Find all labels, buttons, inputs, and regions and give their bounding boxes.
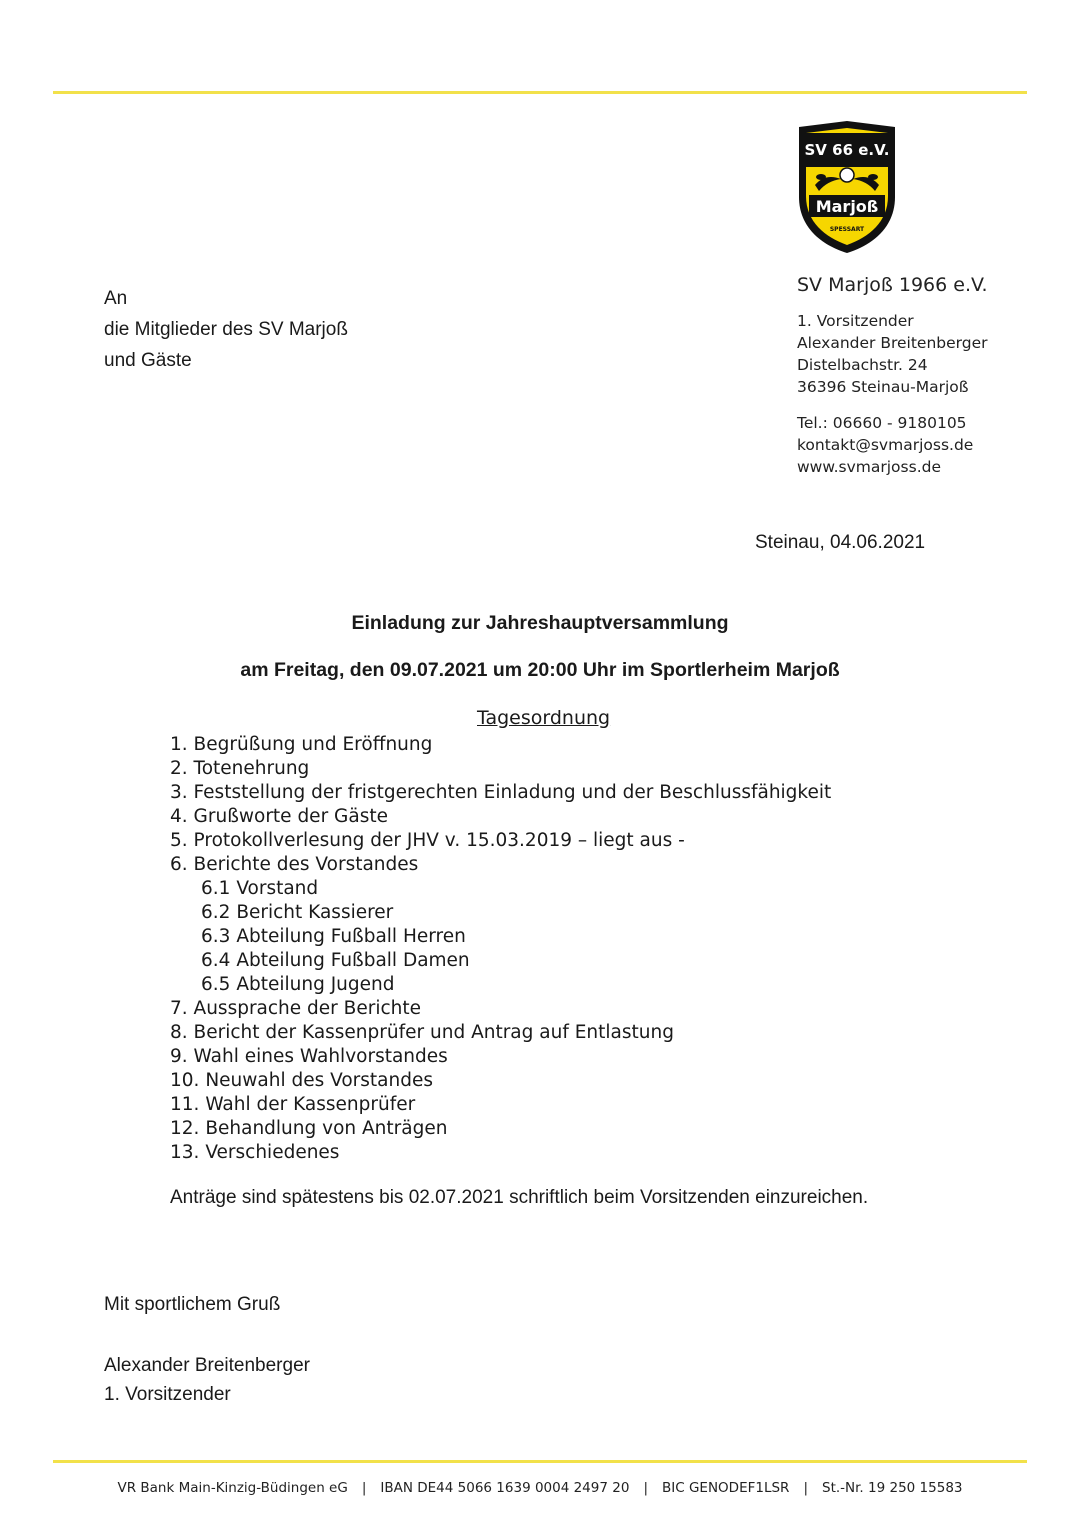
agenda-item: 1. Begrüßung und Eröffnung [170, 734, 433, 755]
agenda-subitem: 6.4 Abteilung Fußball Damen [201, 950, 470, 971]
agenda-item: 12. Behandlung von Anträgen [170, 1118, 448, 1139]
agenda-item: 5. Protokollverlesung der JHV v. 15.03.2019 – liegt aus - [170, 830, 685, 851]
letter-subtitle: am Freitag, den 09.07.2021 um 20:00 Uhr im Sportlerheim Marjoß [240, 659, 840, 681]
sender-name: Alexander Breitenberger [797, 334, 988, 352]
logo-line1: SV 66 e.V. [804, 141, 890, 159]
agenda-item: 6. Berichte des Vorstandes [170, 854, 419, 875]
footer-tax-number: St.-Nr. 19 250 15583 [822, 1480, 963, 1496]
signer-role: 1. Vorsitzender [104, 1384, 231, 1405]
sender-role: 1. Vorsitzender [797, 312, 914, 330]
footer-bank-details [0, 1480, 1080, 1496]
letter-title: Einladung zur Jahreshauptversammlung [351, 612, 729, 634]
signature-block [104, 1351, 310, 1409]
agenda-item: 7. Aussprache der Berichte [170, 998, 422, 1019]
agenda-item: 9. Wahl eines Wahlvorstandes [170, 1046, 448, 1067]
footer-separator: | [361, 1480, 367, 1496]
footer-rule [53, 1460, 1027, 1463]
sender-email[interactable]: kontakt@svmarjoss.de [797, 436, 974, 454]
sender-website[interactable]: www.svmarjoss.de [797, 458, 941, 476]
agenda-item: 4. Grußworte der Gäste [170, 806, 388, 827]
agenda-subitem: 6.5 Abteilung Jugend [201, 974, 395, 995]
recipient-block [104, 283, 348, 376]
agenda-item: 8. Bericht der Kassenprüfer und Antrag auf Entlastung [170, 1022, 674, 1043]
agenda-list [170, 733, 831, 1165]
sender-block [797, 272, 988, 478]
agenda-subitem: 6.1 Vorstand [201, 878, 319, 899]
header-rule [53, 91, 1027, 94]
sender-street: Distelbachstr. 24 [797, 356, 928, 374]
agenda-item: 10. Neuwahl des Vorstandes [170, 1070, 433, 1091]
agenda-item: 11. Wahl der Kassenprüfer [170, 1094, 416, 1115]
logo-line2: Marjoß [815, 197, 879, 216]
footer-bic: BIC GENODEF1LSR [662, 1480, 790, 1496]
footer-bank: VR Bank Main-Kinzig-Büdingen eG [117, 1480, 348, 1496]
agenda-item: 3. Feststellung der fristgerechten Einladung und der Beschlussfähigkeit [170, 782, 832, 803]
closing-greeting: Mit sportlichem Gruß [104, 1294, 281, 1315]
club-logo [795, 119, 899, 255]
agenda-heading: Tagesordnung [477, 707, 611, 729]
deadline-note: Anträge sind spätestens bis 02.07.2021 schriftlich beim Vorsitzenden einzureichen. [170, 1187, 869, 1208]
sender-city: 36396 Steinau-Marjoß [797, 378, 969, 396]
agenda-item: 13. Verschiedenes [170, 1142, 340, 1163]
sender-phone: Tel.: 06660 - 9180105 [797, 414, 967, 432]
footer-separator: | [803, 1480, 808, 1496]
agenda-subitem: 6.3 Abteilung Fußball Herren [201, 926, 466, 947]
agenda-subitem: 6.2 Bericht Kassierer [201, 902, 394, 923]
signer-name: Alexander Breitenberger [104, 1355, 310, 1376]
logo-line3: SPESSART [829, 226, 865, 233]
footer-separator: | [643, 1480, 648, 1496]
letter-date: Steinau, 04.06.2021 [755, 532, 926, 553]
recipient-line: die Mitglieder des SV Marjoß [104, 319, 348, 340]
recipient-line: An [104, 288, 128, 309]
recipient-line: und Gäste [104, 350, 192, 371]
football-icon [840, 168, 854, 182]
agenda-item: 2. Totenehrung [170, 758, 310, 779]
footer-iban: IBAN DE44 5066 1639 0004 2497 20 [380, 1480, 630, 1496]
sender-org: SV Marjoß 1966 e.V. [797, 274, 988, 296]
